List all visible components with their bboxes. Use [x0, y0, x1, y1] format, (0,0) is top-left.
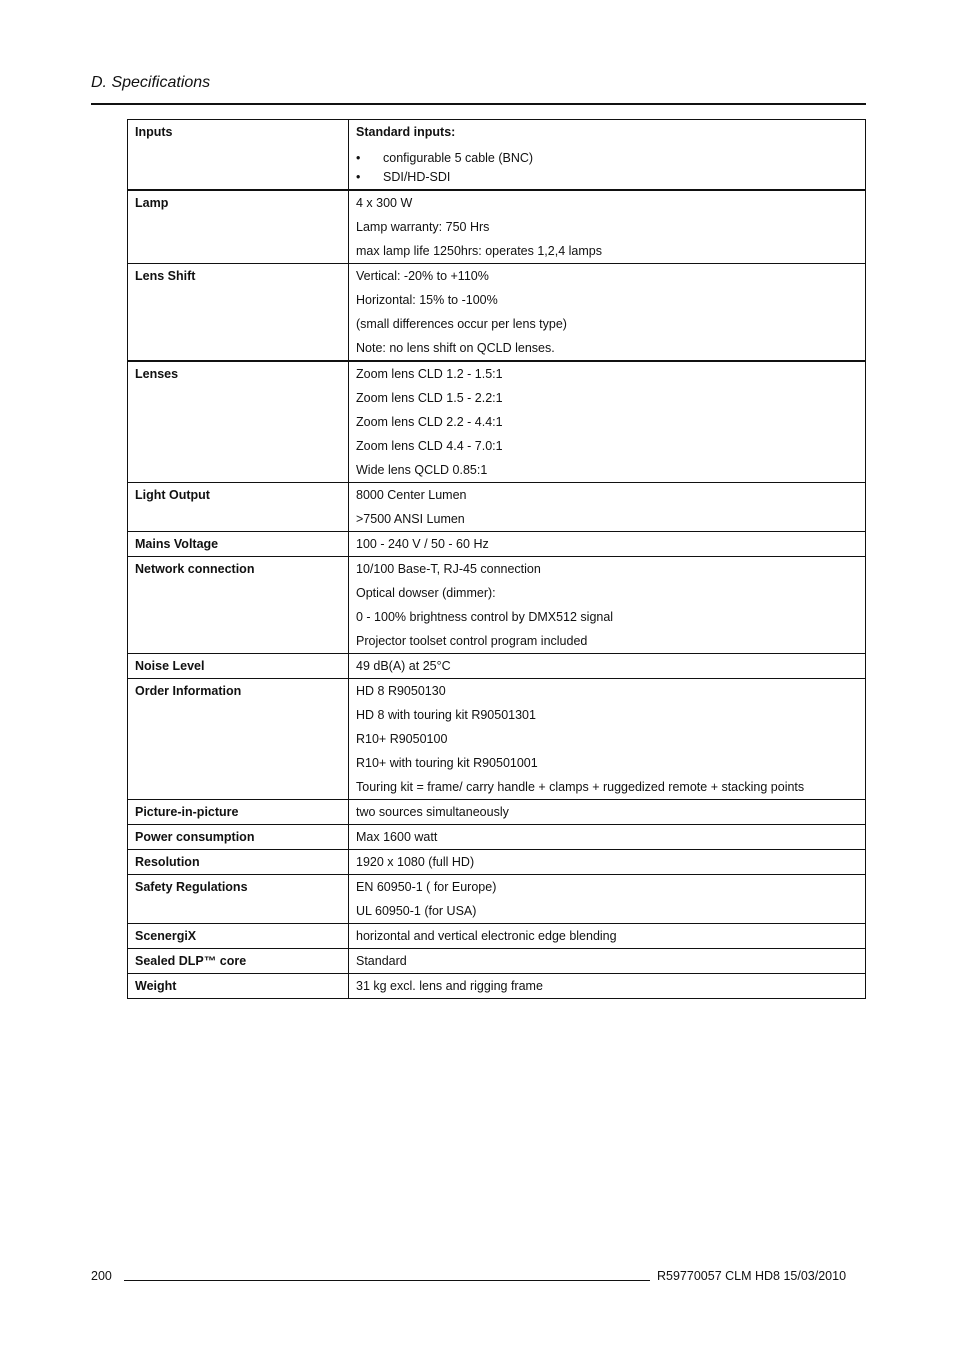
- document-reference: R59770057 CLM HD8 15/03/2010: [657, 1269, 847, 1283]
- spec-label: Resolution: [128, 850, 349, 875]
- spec-value-cell: [349, 850, 866, 875]
- spec-value: 31 kg excl. lens and rigging frame: [356, 979, 543, 993]
- spec-label: Inputs: [128, 120, 349, 191]
- spec-label: Weight: [128, 974, 349, 999]
- specifications-table-body: [128, 120, 866, 999]
- spec-value: >7500 ANSI Lumen: [356, 512, 465, 526]
- spec-row: [128, 949, 866, 974]
- spec-row: [128, 850, 866, 875]
- bullet-dot-icon: •: [356, 151, 361, 165]
- header-divider: [91, 103, 866, 105]
- spec-value-cell: [349, 120, 866, 191]
- bullet-item: [356, 149, 858, 168]
- spec-label: Sealed DLP™ core: [128, 949, 349, 974]
- spec-value-cell: [349, 361, 866, 483]
- spec-value: 4 x 300 W: [356, 196, 413, 210]
- spec-row: [128, 654, 866, 679]
- spec-row: [128, 825, 866, 850]
- spec-value-cell: [349, 654, 866, 679]
- spec-row: [128, 924, 866, 949]
- spec-row: [128, 557, 866, 654]
- spec-value-cell: [349, 264, 866, 362]
- spec-label: Power consumption: [128, 825, 349, 850]
- spec-value: R10+ R9050100: [356, 732, 448, 746]
- spec-label: Lamp: [128, 190, 349, 264]
- spec-row: [128, 875, 866, 924]
- spec-value: 100 - 240 V / 50 - 60 Hz: [356, 537, 489, 551]
- spec-value-heading: Standard inputs:: [356, 125, 456, 139]
- spec-row: [128, 800, 866, 825]
- bullet-text: SDI/HD-SDI: [383, 170, 451, 184]
- spec-row: [128, 679, 866, 800]
- footer-divider: [124, 1280, 650, 1281]
- spec-label: Mains Voltage: [128, 532, 349, 557]
- spec-label: Network connection: [128, 557, 349, 654]
- spec-label: Lenses: [128, 361, 349, 483]
- spec-value-cell: [349, 949, 866, 974]
- spec-value: 49 dB(A) at 25°C: [356, 659, 451, 673]
- spec-row: [128, 361, 866, 483]
- spec-value: UL 60950-1 (for USA): [356, 904, 477, 918]
- spec-row: [128, 264, 866, 362]
- spec-value-cell: [349, 532, 866, 557]
- bullet-text: configurable 5 cable (BNC): [383, 151, 534, 165]
- spec-value: Lamp warranty: 750 Hrs: [356, 220, 490, 234]
- spec-row: [128, 120, 866, 191]
- spec-value: (small differences occur per lens type): [356, 317, 567, 331]
- spec-value: two sources simultaneously: [356, 805, 509, 819]
- spec-value: Max 1600 watt: [356, 830, 438, 844]
- spec-value: Zoom lens CLD 1.2 - 1.5:1: [356, 367, 503, 381]
- spec-value: Wide lens QCLD 0.85:1: [356, 463, 488, 477]
- bullet-item: [356, 168, 858, 187]
- spec-value: 1920 x 1080 (full HD): [356, 855, 475, 869]
- spec-value: Note: no lens shift on QCLD lenses.: [356, 341, 555, 355]
- spec-value: 8000 Center Lumen: [356, 488, 467, 502]
- spec-value: Touring kit = frame/ carry handle + clamps + ruggedized remote + stacking points: [356, 780, 805, 794]
- spec-value: 0 - 100% brightness control by DMX512 signal: [356, 610, 614, 624]
- spec-value: HD 8 with touring kit R90501301: [356, 708, 536, 722]
- spec-label: Order Information: [128, 679, 349, 800]
- spec-value: EN 60950-1 ( for Europe): [356, 880, 497, 894]
- spec-label: Lens Shift: [128, 264, 349, 362]
- spec-value: Vertical: -20% to +110%: [356, 269, 489, 283]
- spec-value: max lamp life 1250hrs: operates 1,2,4 lamps: [356, 244, 602, 258]
- spec-value-cell: [349, 974, 866, 999]
- specifications-table: [127, 119, 866, 999]
- spec-label: Noise Level: [128, 654, 349, 679]
- spec-row: [128, 483, 866, 532]
- spec-value-cell: [349, 557, 866, 654]
- spec-value-cell: [349, 679, 866, 800]
- spec-row: [128, 532, 866, 557]
- spec-value-cell: [349, 190, 866, 264]
- spec-value: 10/100 Base-T, RJ-45 connection: [356, 562, 541, 576]
- spec-value: horizontal and vertical electronic edge blending: [356, 929, 617, 943]
- spec-row: [128, 190, 866, 264]
- spec-row: [128, 974, 866, 999]
- spec-value: Optical dowser (dimmer):: [356, 586, 496, 600]
- spec-value: Horizontal: 15% to -100%: [356, 293, 498, 307]
- spec-value-cell: [349, 924, 866, 949]
- spec-label: ScenergiX: [128, 924, 349, 949]
- spec-value: Projector toolset control program included: [356, 634, 588, 648]
- spec-value: Standard: [356, 954, 407, 968]
- spec-value-cell: [349, 800, 866, 825]
- spec-value-cell: [349, 483, 866, 532]
- spec-label: Light Output: [128, 483, 349, 532]
- spec-label: Safety Regulations: [128, 875, 349, 924]
- bullet-list: [356, 144, 858, 189]
- spec-value: Zoom lens CLD 1.5 - 2.2:1: [356, 391, 503, 405]
- spec-value: R10+ with touring kit R90501001: [356, 756, 538, 770]
- spec-value-cell: [349, 825, 866, 850]
- spec-value: HD 8 R9050130: [356, 684, 446, 698]
- section-title: D. Specifications: [91, 74, 211, 91]
- spec-value: Zoom lens CLD 4.4 - 7.0:1: [356, 439, 503, 453]
- bullet-dot-icon: •: [356, 170, 361, 184]
- spec-label: Picture-in-picture: [128, 800, 349, 825]
- spec-value-cell: [349, 875, 866, 924]
- page-number: 200: [91, 1269, 112, 1283]
- spec-value: Zoom lens CLD 2.2 - 4.4:1: [356, 415, 503, 429]
